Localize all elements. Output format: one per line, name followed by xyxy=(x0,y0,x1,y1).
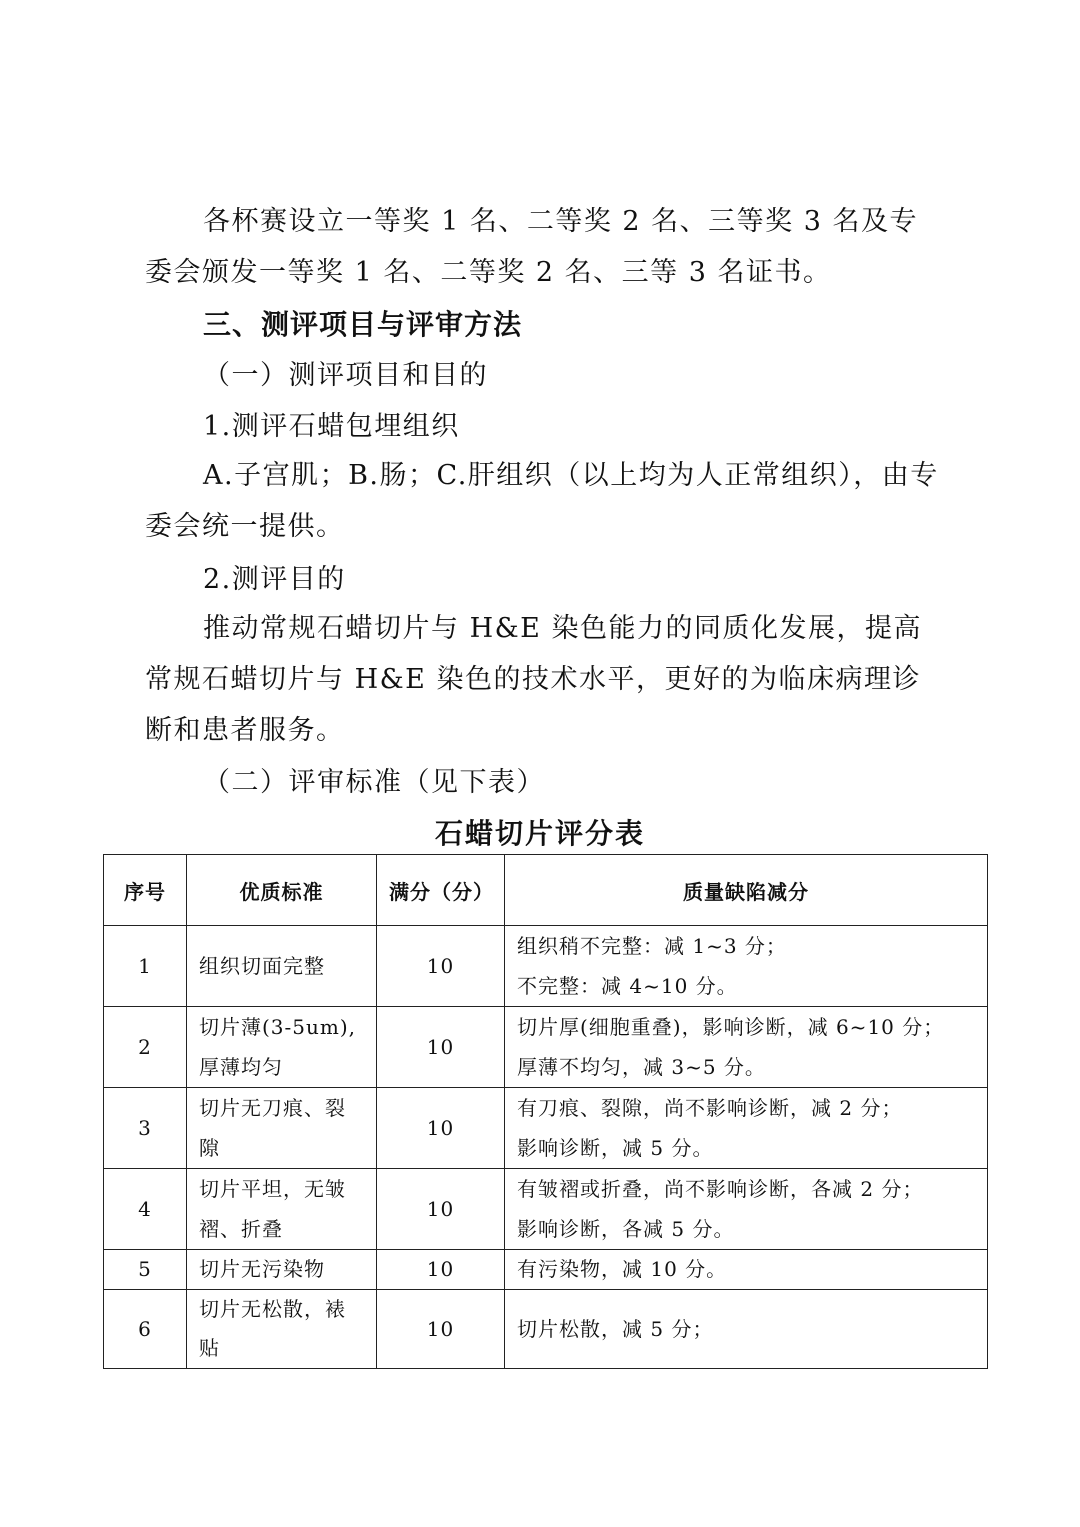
row-deduction: 有污染物，减 10 分。 xyxy=(505,1250,988,1290)
deduction-line: 有刀痕、裂隙，尚不影响诊断，减 2 分； xyxy=(517,1096,903,1120)
row-deduction xyxy=(505,1007,988,1088)
row-no: 4 xyxy=(104,1169,187,1250)
standard-line: 切片薄(3-5um), xyxy=(199,1015,357,1039)
deduction-line: 影响诊断，减 5 分。 xyxy=(517,1136,714,1160)
item-1-title: 1.测评石蜡包埋组织 xyxy=(203,411,460,442)
row-score: 10 xyxy=(377,1007,505,1088)
table-title: 石蜡切片评分表 xyxy=(434,817,645,850)
row-no: 5 xyxy=(104,1250,187,1290)
standard-line: 褶、折叠 xyxy=(199,1217,283,1241)
deduction-line: 组织稍不完整：减 1~3 分； xyxy=(517,934,787,958)
item-2-title: 2.测评目的 xyxy=(203,564,346,595)
standard-line: 厚薄均匀 xyxy=(199,1055,283,1079)
row-no: 1 xyxy=(104,926,187,1007)
table-row xyxy=(104,1169,988,1250)
deduction-line: 厚薄不均匀，减 3~5 分。 xyxy=(517,1055,766,1079)
row-standard xyxy=(187,1007,377,1088)
row-no: 6 xyxy=(104,1290,187,1369)
row-deduction xyxy=(505,926,988,1007)
table-row xyxy=(104,1290,988,1369)
deduction-line: 影响诊断，各减 5 分。 xyxy=(517,1217,735,1241)
deduction-line: 不完整：减 4~10 分。 xyxy=(517,974,738,998)
row-score: 10 xyxy=(377,1088,505,1169)
row-standard: 切片无刀痕、裂隙 xyxy=(187,1088,377,1169)
table-header-row xyxy=(104,855,988,926)
header-standard: 优质标准 xyxy=(187,855,377,926)
deduction-line: 有皱褶或折叠，尚不影响诊断，各减 2 分； xyxy=(517,1177,924,1201)
section-heading: 三、测评项目与评审方法 xyxy=(203,308,523,341)
row-standard: 组织切面完整 xyxy=(187,926,377,1007)
header-deduction: 质量缺陷减分 xyxy=(505,855,988,926)
table-row xyxy=(104,1007,988,1088)
row-score: 10 xyxy=(377,1290,505,1369)
row-no: 2 xyxy=(104,1007,187,1088)
row-deduction xyxy=(505,1088,988,1169)
deduction-line: 切片厚(细胞重叠)，影响诊断，减 6~10 分； xyxy=(517,1015,945,1039)
row-standard: 切片无污染物 xyxy=(187,1250,377,1290)
sub-heading-review-standard: （二）评审标准（见下表） xyxy=(203,767,545,798)
row-deduction: 切片松散，减 5 分； xyxy=(505,1290,988,1369)
row-standard: 切片无松散，裱贴 xyxy=(187,1290,377,1369)
header-score: 满分（分） xyxy=(377,855,505,926)
awards-paragraph: 各杯赛设立一等奖 1 名、二等奖 2 名、三等奖 3 名及专委会颁发一等奖 1 名、二等奖 2 名、三等 3 名证书。 xyxy=(145,206,919,288)
sub-heading-evaluation-items: （一）测评项目和目的 xyxy=(203,360,488,391)
item-2-body: 推动常规石蜡切片与 H&E 染色能力的同质化发展，提高常规石蜡切片与 H&E 染色的技术水平，更好的为临床病理诊断和患者服务。 xyxy=(145,613,922,746)
row-score: 10 xyxy=(377,926,505,1007)
scoring-table xyxy=(103,854,988,1369)
table-row xyxy=(104,1250,988,1290)
table-row xyxy=(104,1088,988,1169)
row-score: 10 xyxy=(377,1169,505,1250)
item-1-body: A.子宫肌；B.肠；C.肝组织（以上均为人正常组织），由专委会统一提供。 xyxy=(145,460,939,542)
row-no: 3 xyxy=(104,1088,187,1169)
standard-line: 切片平坦，无皱 xyxy=(199,1177,346,1201)
row-deduction xyxy=(505,1169,988,1250)
table-row xyxy=(104,926,988,1007)
row-standard xyxy=(187,1169,377,1250)
row-score: 10 xyxy=(377,1250,505,1290)
header-no: 序号 xyxy=(104,855,187,926)
